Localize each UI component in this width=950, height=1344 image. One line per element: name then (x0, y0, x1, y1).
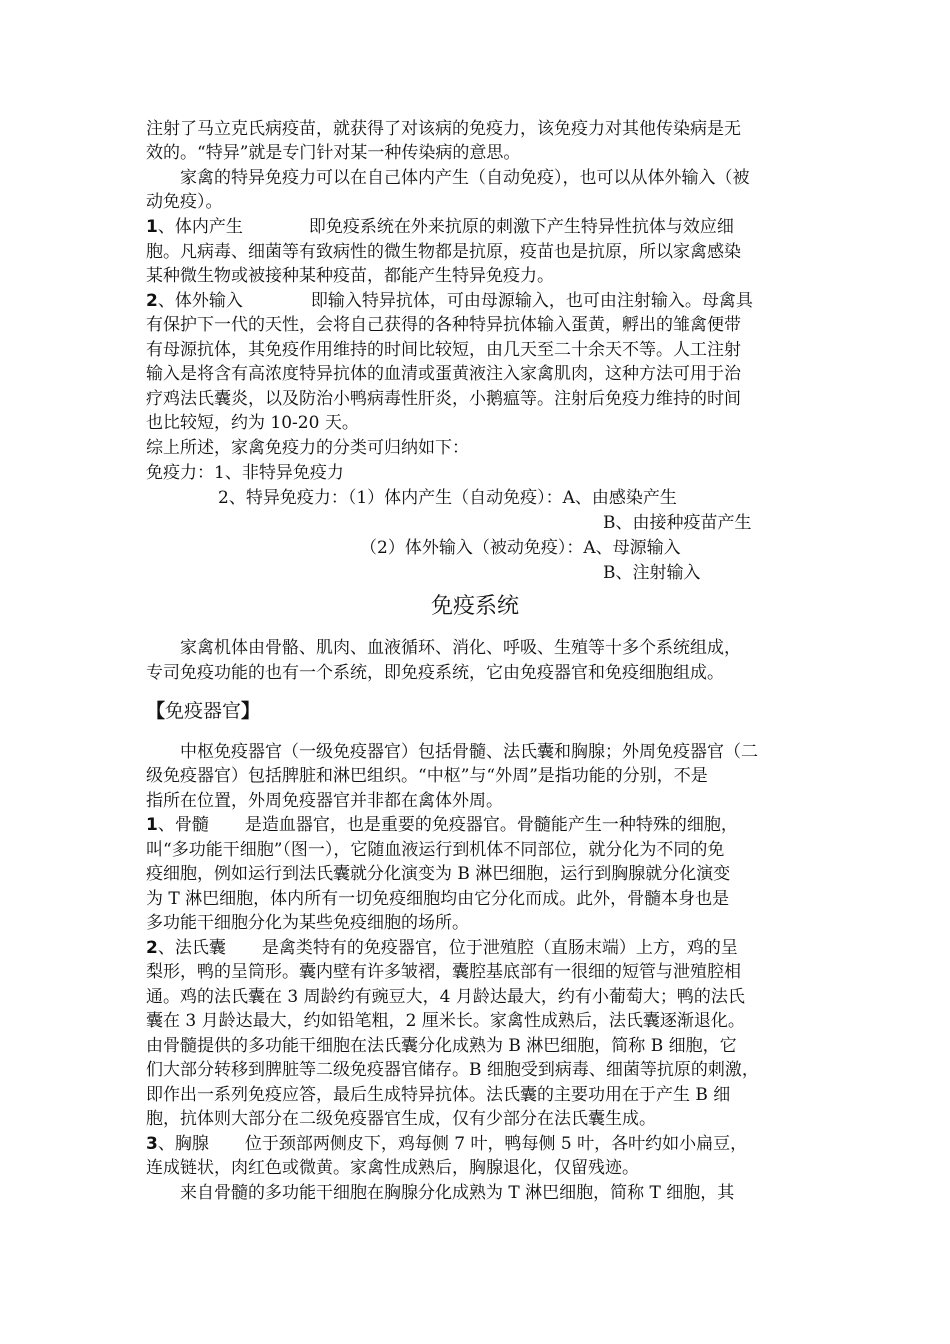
classification-injection: B、注射输入 (603, 563, 701, 583)
paragraph-line: 胞，抗体则大部分在二级免疫器官生成，仅有少部分在法氏囊生成。 (146, 1109, 656, 1129)
paragraph-line: 效的。“特异”就是专门针对某一种传染病的意思。 (146, 143, 521, 163)
organs-heading-text: 免疫器官 (165, 700, 242, 722)
item-text: 是禽类特有的免疫器官，位于泄殖腔（直肠末端）上方，鸡的呈 (261, 938, 738, 958)
section-title: 免疫系统 (430, 594, 519, 619)
item-bone-marrow (146, 813, 738, 837)
paragraph-line: 为 T 淋巴细胞，体内所有一切免疫细胞均由它分化而成。此外，骨髓本身也是 (146, 889, 730, 909)
classification-root: 免疫力：1、非特异免疫力 (146, 463, 344, 483)
paragraph-line: 专司免疫功能的也有一个系统，即免疫系统，它由免疫器官和免疫细胞组成。 (146, 663, 724, 683)
paragraph-line: 即作出一系列免疫应答，最后生成特异抗体。法氏囊的主要功用在于产生 B 细 (146, 1085, 731, 1105)
paragraph-line: 们大部分转移到脾脏等二级免疫器官储存。B 细胞受到病毒、细菌等抗原的刺激， (146, 1060, 759, 1080)
item-number: 2 (146, 291, 158, 311)
item-number: 1 (146, 815, 158, 835)
item-heading: 、胸腺 (157, 1134, 209, 1154)
paragraph-line: 指所在位置，外周免疫器官并非都在禽体外周。 (146, 791, 503, 811)
paragraph-line: 注射了马立克氏病疫苗，就获得了对该病的免疫力，该免疫力对其他传染病是无 (146, 119, 741, 139)
item-number: 2 (146, 938, 158, 958)
paragraph-line: 通。鸡的法氏囊在 3 周龄约有豌豆大，4 月龄达最大，约有小葡萄大；鸭的法氏 (146, 987, 745, 1007)
item-heading: 、法氏囊 (157, 938, 226, 958)
classification-vaccine: B、由接种疫苗产生 (603, 513, 752, 533)
item-text: 位于颈部两侧皮下，鸡每侧 7 叶，鸭每侧 5 叶，各叶约如小扁豆， (244, 1134, 748, 1154)
paragraph-line: 囊在 3 月龄达最大，约如铅笔粗，2 厘米长。家禽性成熟后，法氏囊逐渐退化。 (146, 1011, 745, 1031)
paragraph-line: 动免疫）。 (146, 192, 223, 212)
paragraph-line: 连成链状，肉红色或微黄。家禽性成熟后，胸腺退化，仅留残迹。 (146, 1158, 639, 1178)
paragraph-line: 胞。凡病毒、细菌等有致病性的微生物都是抗原，疫苗也是抗原，所以家禽感染 (146, 242, 741, 262)
classification-external: （2）体外输入（被动免疫）：A、母源输入 (360, 538, 681, 558)
item-heading: 、体内产生 (157, 217, 243, 237)
item-bursa (146, 936, 738, 960)
paragraph-line: 疗鸡法氏囊炎，以及防治小鸭病毒性肝炎，小鹅瘟等。注射后免疫力维持的时间 (146, 389, 741, 409)
paragraph-line: 来自骨髓的多功能干细胞在胸腺分化成熟为 T 淋巴细胞，简称 T 细胞，其 (180, 1183, 735, 1203)
paragraph-line: 疫细胞，例如运行到法氏囊就分化演变为 B 淋巴细胞，运行到胸腺就分化演变 (146, 864, 731, 884)
paragraph-line: 有保护下一代的天性，会将自己获得的各种特异抗体输入蛋黄，孵出的雏禽便带 (146, 315, 741, 335)
paragraph-line: 有母源抗体，其免疫作用维持的时间比较短，由几天至二十余天不等。人工注射 (146, 340, 741, 360)
summary-line: 综上所述，家禽免疫力的分类可归纳如下： (146, 438, 469, 458)
classification-specific: 2、特异免疫力：（1）体内产生（自动免疫）：A、由感染产生 (218, 488, 677, 508)
paragraph-line: 家禽机体由骨骼、肌肉、血液循环、消化、呼吸、生殖等十多个系统组成， (180, 638, 741, 658)
paragraph-line: 也比较短，约为 10-20 天。 (146, 413, 359, 433)
item-number: 3 (146, 1134, 158, 1154)
paragraph-line: 叫“多功能干细胞”（图一），它随血液运行到机体不同部位，就分化为不同的免 (146, 840, 725, 860)
paragraph-line: 由骨髓提供的多功能干细胞在法氏囊分化成熟为 B 淋巴细胞，简称 B 细胞，它 (146, 1036, 737, 1056)
paragraph-line: 输入是将含有高浓度特异抗体的血清或蛋黄液注入家禽肌肉，这种方法可用于治 (146, 364, 741, 384)
item-external-input (146, 289, 753, 313)
paragraph-line: 家禽的特异免疫力可以在自己体内产生（自动免疫），也可以从体外输入（被 (180, 168, 750, 188)
organs-heading (146, 697, 260, 725)
item-number: 1 (146, 217, 158, 237)
paragraph-line: 中枢免疫器官（一级免疫器官）包括骨髓、法氏囊和胸腺；外周免疫器官（二 (180, 742, 758, 762)
item-internal-production (146, 215, 734, 239)
bracket-open: 【 (146, 700, 166, 722)
item-text: 即输入特异抗体，可由母源输入，也可由注射输入。母禽具 (310, 291, 753, 311)
item-heading: 、体外输入 (157, 291, 243, 311)
item-heading: 、骨髓 (157, 815, 209, 835)
paragraph-line: 梨形，鸭的呈筒形。囊内壁有许多皱褶，囊腔基底部有一很细的短管与泄殖腔相 (146, 962, 741, 982)
item-text: 是造血器官，也是重要的免疫器官。骨髓能产生一种特殊的细胞， (244, 815, 738, 835)
bracket-close: 】 (241, 700, 261, 722)
paragraph-line: 级免疫器官）包括脾脏和淋巴组织。“中枢”与“外周”是指功能的分别，不是 (146, 766, 708, 786)
paragraph-line: 某种微生物或被接种某种疫苗，都能产生特异免疫力。 (146, 266, 554, 286)
item-thymus (146, 1132, 747, 1156)
paragraph-line: 多功能干细胞分化为某些免疫细胞的场所。 (146, 913, 469, 933)
item-text: 即免疫系统在外来抗原的刺激下产生特异性抗体与效应细 (308, 217, 734, 237)
